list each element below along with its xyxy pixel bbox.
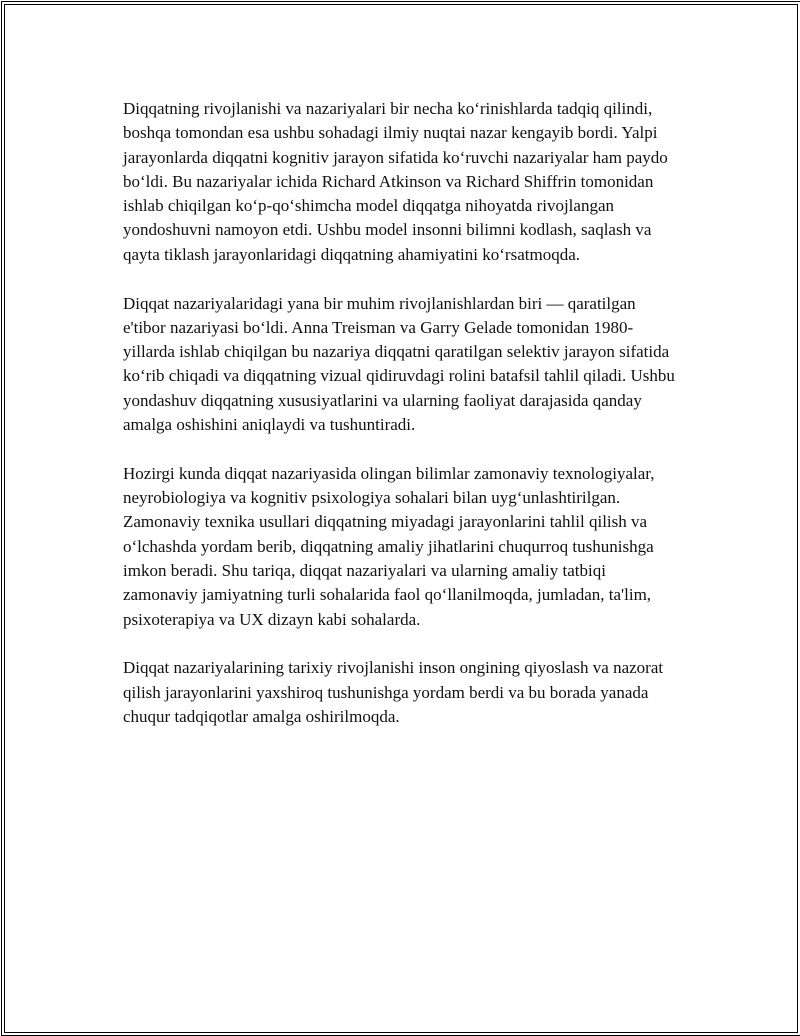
paragraph-3: Hozirgi kunda diqqat nazariyasida olingan bilimlar zamonaviy texnologiyalar, neyrobiologiya va kognitiv psixologiya sohalari bilan uygʻunlashtirilgan. Zamonaviy texnika usullari diqqatning miyadagi jarayonlarini tahlil qilish va oʻlchashda yordam berib, diqqatning amaliy jihatlarini chuqurroq tushunishga imkon beradi. Shu tariqa, diqqat nazariyalari va ularning amaliy tatbiqi zamonaviy jamiyatning turli sohalarida faol qoʻllanilmoqda, jumladan, ta'lim, psixoterapiya va UX dizayn kabi sohalarda. (123, 463, 655, 629)
paragraph-4: Diqqat nazariyalarining tarixiy rivojlanishi inson ongining qiyoslash va nazorat qilish jarayonlarini yaxshiroq tushunishga yordam berdi va bu borada yanada chuqur tadqiqotlar amalga oshirilmoqda. (123, 658, 664, 727)
paragraph-1: Diqqatning rivojlanishi va nazariyalari bir necha koʻrinishlarda tadqiq qilindi, boshqa tomondan esa ushbu sohadagi ilmiy nuqtai nazar kengayib bordi. Yalpi jarayonlarda diqqatni kognitiv jarayon sifatida koʻruvchi nazariyalar ham paydo boʻldi. Bu nazariyalar ichida Richard Atkinson va Richard Shiffrin tomonidan ishlab chiqilgan koʻp-qoʻshimcha model diqqatga nihoyatda rivojlangan yondoshuvni namoyon etdi. Ushbu model insonni bilimni kodlash, saqlash va qayta tiklash jarayonlaridagi diqqatning ahamiyatini koʻrsatmoqda. (123, 99, 668, 264)
page-border (1, 1, 800, 1036)
paragraph-2: Diqqat nazariyalaridagi yana bir muhim rivojlanishlardan biri — qaratilgan e'tibor nazariyasi boʻldi. Anna Treisman va Garry Gelade tomonidan 1980-yillarda ishlab chiqilgan bu nazariya diqqatni qaratilgan selektiv jarayon sifatida koʻrib chiqadi va diqqatning vizual qidiruvdagi rolini batafsil tahlil qiladi. Ushbu yondashuv diqqatning xususiyatlarini va ularning faoliyat darajasida qanday amalga oshishini aniqlaydi va tushuntiradi. (123, 293, 675, 435)
document-body (123, 97, 679, 754)
